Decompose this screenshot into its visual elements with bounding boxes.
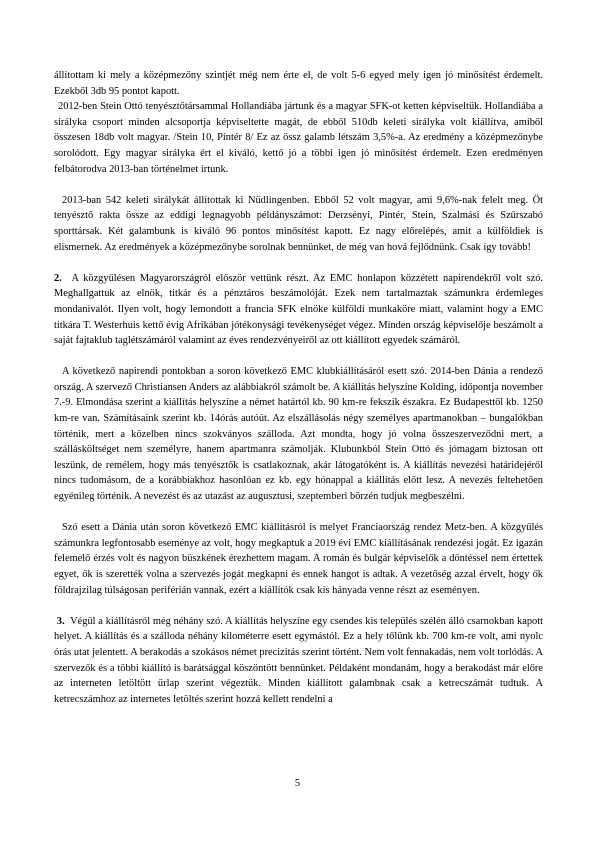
paragraph-spacer [54,255,543,271]
section-2-text: A közgyűlésen Magyarországról először vettünk részt. Az EMC honlapon közzétett napirendekről volt szó. Meghallgattuk az elnök, titkár és a pénztáros beszámolóját. Ezek nem tartalmaztak számunkra érdemleges mondanivalót. Ilyen volt, hogy lemondott a francia SFK elnöke külföldi munkaköre miatt, valamint hogy a EMC titkára T. Westerhuis kettő évig Afrikában jótékonysági tevékenységet végez. Minden ország képviselője beszámolt a saját fajtaklub taglétszámáról valamint az éves rendezvényeiről az ott kiállított egyedek számáról. [54,272,543,347]
section-2-paragraph [54,271,543,349]
section-2-number: 2. [54,272,62,284]
page-body [54,68,543,707]
paragraph-spacer [54,177,543,193]
paragraph-3: 2013-ban 542 keleti sirálykát állítottak ki Nüdlingenben. Ebből 52 volt magyar, ami 9,6%-nak felelt meg. Öt tenyésztő rakta össze az eddigi legnagyobb példányszámot: Derzsényi, Pintér, Stein, Szalmási és Szűrszabó sporttársak. Két galambunk is kiváló 96 pontos minősítést kapott. Ez nagy előrelépés, amit a külföldiek is elismernek. Az eredmények a középmezőnybe sorolnak bennünket, de még van hová fejlődnünk. Csak így tovább! [54,194,543,253]
section-3-number: 3. [56,615,65,627]
paragraph-6: Szó esett a Dánia után soron következő EMC kiállításról is melyet Franciaország rendez Metz-ben. A közgyűlés számunkra legfontosabb eseménye az volt, hogy megkaptuk a 2019 évi EMC kiállításának rendezési jogát. Ez igazán felemelő érzés volt és nagyon büszkének érezhettem magam. A román és bulgár képviselők a döntéssel nem értettek egyet, ők is szerették volna a szervezés jogát megkapni és ennek hangot is adtak. A vezetőség azzal érvelt, hogy ők földrajzilag túlságosan periférián vannak, ezért a kiállítók csak kis hányada venne részt az eseményen. [54,522,543,596]
page-number: 5 [294,778,301,789]
paragraph-2: 2012-ben Stein Ottó tenyésztőtársammal Hollandiába jártunk és a magyar SFK-ot ketten képviseltük. Hollandiába a sirályka csoport minden alcsoportja képviseltette magát, de ebből 510db keleti sirályka volt kiállítva, amiből összesen 18db volt magyar. /Stein 10, Pintér 8/ Ez az össz galamb létszám 3,5%-a. Az eredmény a középmezőnybe sorolódott. Egy magyar sirályka ért el kiváló, kettő jó a többi igen jó minősítést érdemelt. Ezen eredményen felbátorodva 2013-ban történelmet írtunk. [54,101,543,175]
paragraph-1: állítottam ki mely a középmezőny szintjét még nem érte el, de volt 5-6 egyed mely igen jó minősítést érdemelt. Ezekből 3db 95 pontot kapott. [54,70,543,97]
section-3-text: Végül a kiállításról még néhány szó. A kiállítás helyszíne egy csendes kis település szélén álló csarnokban kapott helyet. A kiállítás és a szálloda néhány kilométerre esett egymástól. Ez a hely tőlünk kb. 700 km-re volt, ami nyolc órás utat jelentett. A berakodás a szokásos német precizitás szerint történt. Nem volt fennakadás, nem volt torlódás. A szervezők és a többi kiállító is barátsággal köszöntött bennünket. Példaként mondanám, hogy a berakodást már előre az interneten letöltött űrlap szerint végeztük. Minden kiállított galambnak csak a ketrecszámát tudtuk. A ketrecszámhoz az internetes letöltés szerint hozzá kellett rendelni a [54,615,543,705]
section-3-paragraph [54,614,543,708]
paragraph-spacer [54,349,543,365]
paragraph-5: A következő napirendi pontokban a soron következő EMC klubkiállításáról esett szó. 2014-ben Dánia a rendező ország. A szervező Christiansen Anders az alábbiakról számolt be. A kiállítás helyszíne Kolding, időpontja november 7.-9. Elmondása szerint a kiállítás helyszíne a német határtól kb. 90 km-re fekszik északra. Ez Budapesttől kb. 1250 km-re van. Számításaink szerint kb. 14órás autóút. Az elszállásolás négy személyes apartmanokban – bungalókban történik, mert a közelben nincs szokványos szálloda. Azt mondta, hogy jó volna összeszerveződni mert, a szállásköltséget nem személyre, hanem apartmanra számolják. Klubunkból Stein Ottó és jómagam biztosan ott leszünk, de remélem, hogy más tenyésztők is csatlakoznak, akár látogatóként is. A kiállítás nevezési határidejéről nincs tudomásom, de a korábbiakhoz hasonlóan ez kb. egy hónappal a kiállítás előtt lesz. A nevezés feltehetően egyénileg történik. A nevezést és az utazást az augusztusi, szeptemberi börzén tudjuk megbeszélni. [54,366,543,503]
paragraph-spacer [54,598,543,614]
paragraph-spacer [54,505,543,521]
